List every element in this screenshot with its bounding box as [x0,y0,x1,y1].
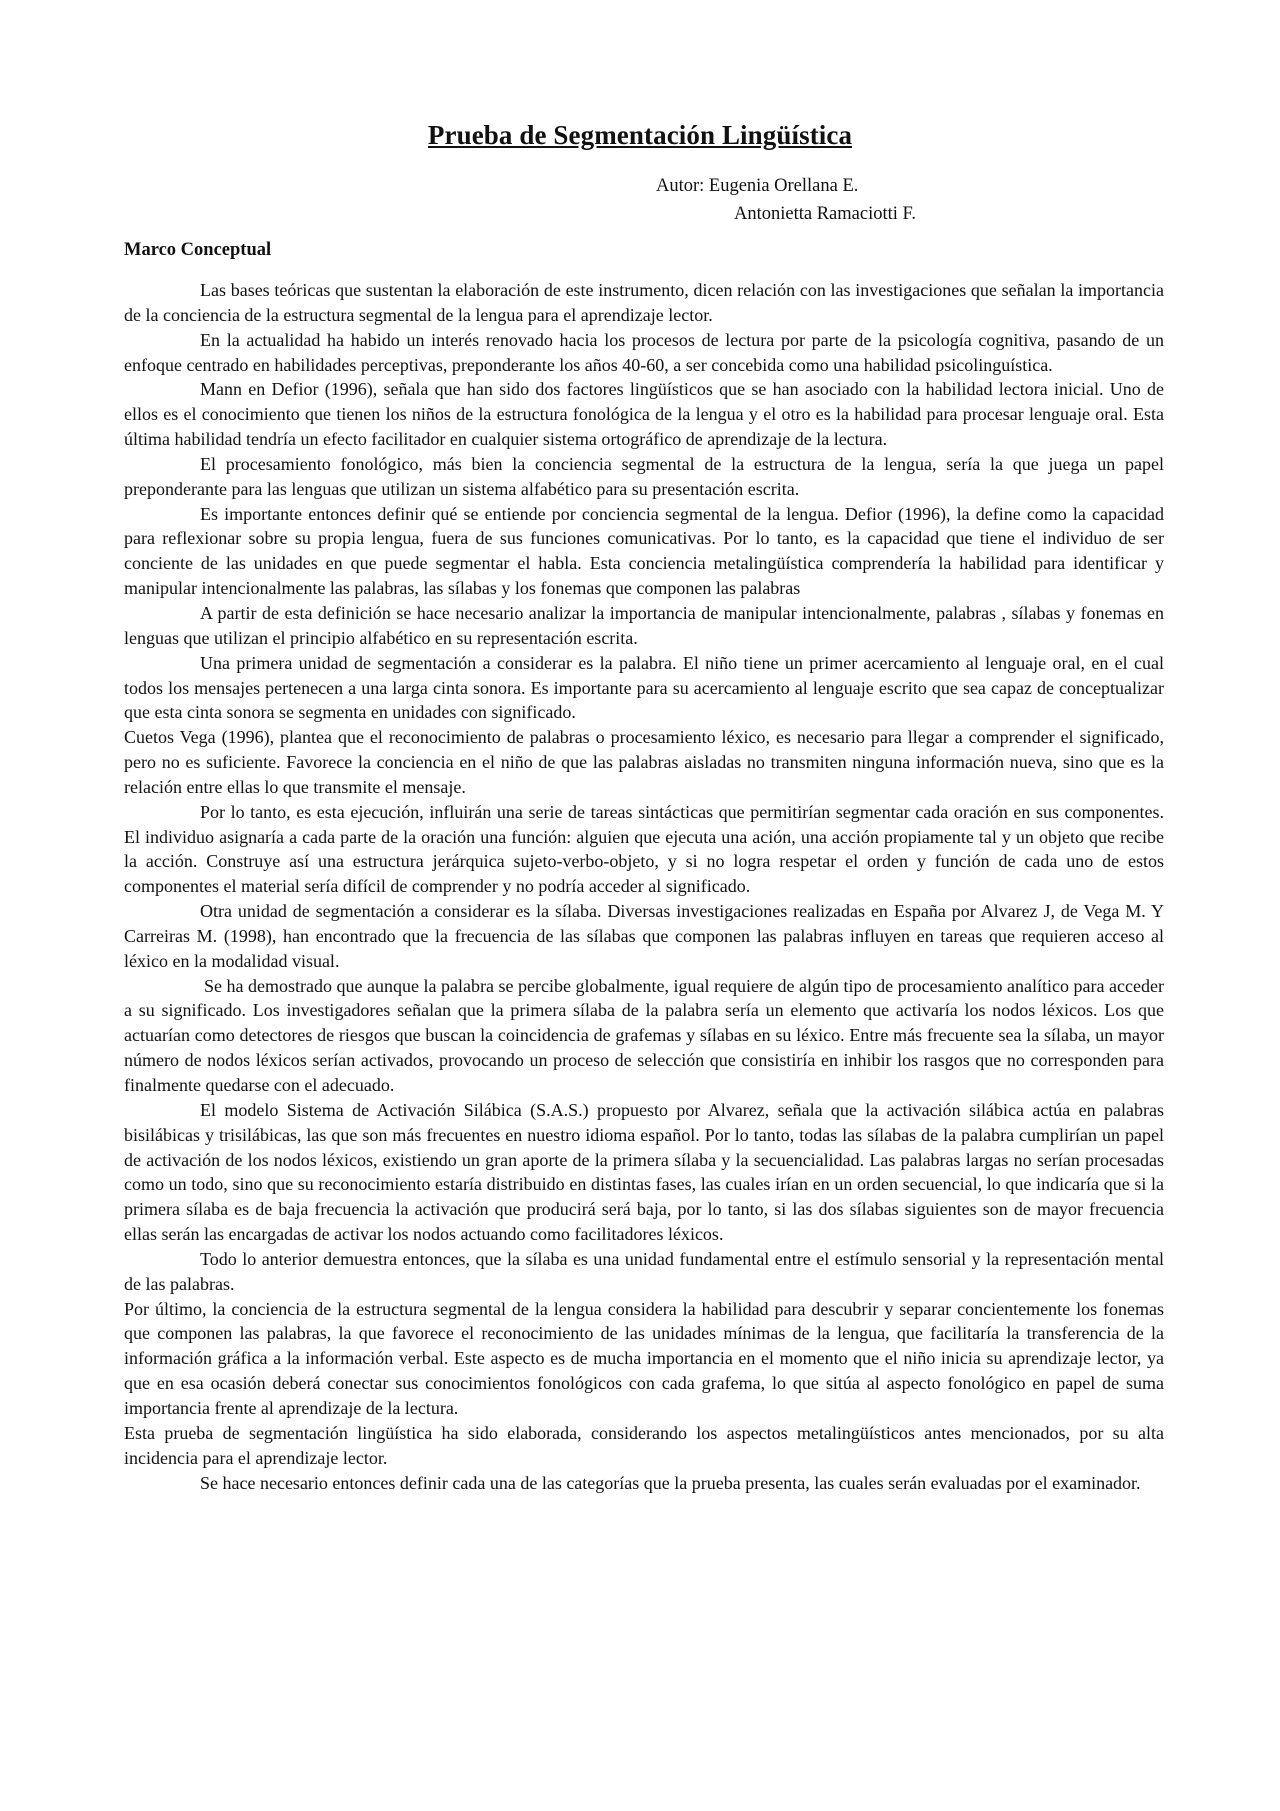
paragraph: Por lo tanto, es esta ejecución, influirán una serie de tareas sintácticas que permitirían segmentar cada oración en sus componentes. El individuo asignaría a cada parte de la oración una función: alguien que ejecuta una ación, una acción propiamente tal y un objeto que recibe la acción. Construye así una estructura jerárquica sujeto-verbo-objeto, y si no logra respetar el orden y función de cada uno de estos componentes el material sería difícil de comprender y no podría acceder al significado. [124,801,1164,897]
paragraph: A partir de esta definición se hace necesario analizar la importancia de manipular intencionalmente, palabras , sílabas y fonemas en lenguas que utilizan el principio alfabético en su representación escrita. [124,602,1164,648]
paragraph: Se hace necesario entonces definir cada una de las categorías que la prueba presenta, las cuales serán evaluadas por el examinador. [200,1472,1141,1493]
author-line-2: Antonietta Ramaciotti F. [734,204,916,224]
paragraph: En la actualidad ha habido un interés renovado hacia los procesos de lectura por parte de la psicología cognitiva, pasando de un enfoque centrado en habilidades perceptivas, preponderante los años 40-60, a ser concebida como una habilidad psicolinguística. [124,329,1164,375]
document-title: Prueba de Segmentación Lingüística [427,120,853,150]
paragraph: Mann en Defior (1996), señala que han sido dos factores lingüísticos que se han asociado con la habilidad lectora inicial. Uno de ellos es el conocimiento que tienen los niños de la estructura fonológica de la lengua y el otro es la habilidad para procesar lenguaje oral. Esta última habilidad tendría un efecto facilitador en cualquier sistema ortográfico de aprendizaje de la lectura. [124,379,1164,450]
paragraph: Cuetos Vega (1996), plantea que el reconocimiento de palabras o procesamiento léxico, es necesario para llegar a comprender el significado, pero no es suficiente. Favorece la conciencia en el niño de que las palabras aisladas no transmiten ninguna información nueva, sino que es la relación entre ellas lo que transmite el mensaje. [124,727,1164,797]
paragraph: Es importante entonces definir qué se entiende por conciencia segmental de la lengua. Defior (1996), la define como la capacidad para reflexionar sobre su propia lengua, fuera de sus funciones comunicativas. Por lo tanto, es la capacidad que tiene el individuo de ser conciente de las unidades en que puede segmentar el habla. Esta conciencia metalingüística comprendería la habilidad para identificar y manipular intencionalmente las palabras, las sílabas y los fonemas que componen las palabras [124,503,1164,599]
paragraph: El procesamiento fonológico, más bien la conciencia segmental de la estructura de la lengua, sería la que juega un papel preponderante para las lenguas que utilizan un sistema alfabético para su presentación escrita. [124,453,1164,499]
paragraph: Por último, la conciencia de la estructura segmental de la lengua considera la habilidad para descubrir y separar concientemente los fonemas que componen las palabras, la que favorece el reconocimiento de las unidades mínimas de la lengua, que facilitaría la transferencia de la información gráfica a la información verbal. Este aspecto es de mucha importancia en el momento que el niño inicia su aprendizaje lector, ya que en esa ocasión deberá conectar sus conocimientos fonológicos con cada grafema, lo que sitúa al aspecto fonológico en papel de suma importancia frente al aprendizaje de la lectura. [124,1298,1164,1418]
section-heading: Marco Conceptual [124,240,272,260]
paragraph: Se ha demostrado que aunque la palabra se percibe globalmente, igual requiere de algún tipo de procesamiento analítico para acceder a su significado. Los investigadores señalan que la primera sílaba de la palabra sería un elemento que activaría los nodos léxicos. Los que actuarían como detectores de riesgos que buscan la coincidencia de grafemas y sílabas en su léxico. Entre más frecuente sea la sílaba, un mayor número de nodos léxicos serían activados, provocando un proceso de selección que consistiría en inhibir los rasgos que no corresponden para finalmente quedarse con el adecuado. [124,975,1164,1095]
author-block [656,172,916,228]
paragraph: Todo lo anterior demuestra entonces, que la sílaba es una unidad fundamental entre el estímulo sensorial y la representación mental de las palabras. [124,1248,1164,1294]
paragraph: Otra unidad de segmentación a considerar es la sílaba. Diversas investigaciones realizadas en España por Alvarez J, de Vega M. Y Carreiras M. (1998), han encontrado que la frecuencia de las sílabas que componen las palabras influyen en tareas que requieren acceso al léxico en la modalidad visual. [124,901,1164,971]
author-line-1: Autor: Eugenia Orellana E. [656,176,859,196]
paragraph: El modelo Sistema de Activación Silábica (S.A.S.) propuesto por Alvarez, señala que la activación silábica actúa en palabras bisilábicas y trisilábicas, las que son más frecuentes en nuestro idioma español. Por lo tanto, todas las sílabas de la palabra cumplirían un papel de activación de los nodos léxicos, existiendo un gran aporte de la primera sílaba y la secuencialidad. Las palabras largas no serían procesadas como un todo, sino que su reconocimiento estaría distribuido en distintas fases, las cuales irían en un orden secuencial, lo que indicaría que si la primera sílaba es de baja frecuencia la activación que producirá será baja, por lo tanto, si las dos sílabas siguientes son de mayor frecuencia ellas serán las encargadas de activar los nodos actuando como facilitadores léxicos. [124,1099,1164,1245]
paragraph: Una primera unidad de segmentación a considerar es la palabra. El niño tiene un primer acercamiento al lenguaje oral, en el cual todos los mensajes pertenecen a una larga cinta sonora. Es importante para su acercamiento al lenguaje escrito que sea capaz de conceptualizar que esta cinta sonora se segmenta en unidades con significado. [124,652,1164,723]
paragraph: Esta prueba de segmentación lingüística ha sido elaborada, considerando los aspectos metalingüísticos antes mencionados, por su alta incidencia para el aprendizaje lector. [124,1422,1164,1468]
paragraph: Las bases teóricas que sustentan la elaboración de este instrumento, dicen relación con las investigaciones que señalan la importancia de la conciencia de la estructura segmental de la lengua para el aprendizaje lector. [124,280,1164,325]
document-body [124,278,1164,1495]
